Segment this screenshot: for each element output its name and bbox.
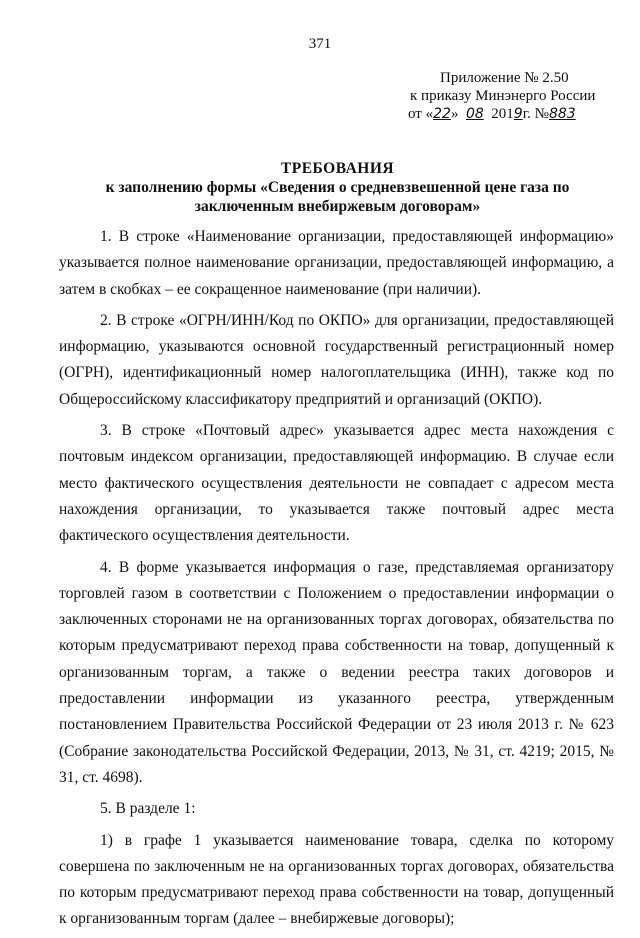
annex-title: Приложение № 2.50 xyxy=(440,70,569,86)
title-heading: ТРЕБОВАНИЯ xyxy=(280,160,395,177)
document-body xyxy=(59,224,614,938)
order-prefix: г. № xyxy=(522,106,549,122)
annex-order-ref: к приказу Минэнерго России xyxy=(410,88,596,104)
paragraph-3: 3. В строке «Почтовый адрес» указывается адрес места нахождения с почтовым индексом организации, предоставляющей информацию. В случае если место фактического осуществления деятельности не совпадает с адресом места нахождения организации, то указывается также почтовый адрес места фактического осуществления деятельности. xyxy=(59,422,614,545)
paragraph-1: 1. В строке «Наименование организации, предоставляющей информацию» указывается полное наименование организации, предоставляющей информацию, а затем в скобках – ее сокращенное наименование (при наличии). xyxy=(59,228,614,298)
date-prefix: от « xyxy=(408,106,434,122)
paragraph-2: 2. В строке «ОГРН/ИНН/Код по ОКПО» для организации, предоставляющей информацию, указываются основной государственный регистрационный номер (ОГРН), идентификационный номер налогоплательщика (ИНН), также код по Общероссийскому классификатору предприятий и организаций (ОКПО). xyxy=(59,311,614,408)
handwritten-order-number: 883 xyxy=(548,106,576,122)
document-title xyxy=(60,159,615,216)
handwritten-month: 08 xyxy=(465,106,484,122)
title-subheading: к заполнению формы «Сведения о средневзвешенной цене газа по заключенным внебиржевым договорам» xyxy=(105,179,570,215)
handwritten-year-digit: 9 xyxy=(513,106,523,122)
paragraph-4: 4. В форме указывается информация о газе, представляемая организатору торговлей газом в соответствии с Положением о предоставлении информации о заключенных сторонами не на организованных торгах договорах, обязательства по которым предусматривают переход права собственности на товар, допущенный к организованным торгам, а также о ведении реестра таких договоров и предоставлении информации из указанного реестра, утвержденным постановлением Правительства Российской Федерации от 23 июля 2013 г. № 623 (Собрание законодательства Российской Федерации, 2013, № 31, ст. 4219; 2015, № 31, ст. 4698). xyxy=(59,558,614,786)
annex-block xyxy=(408,69,628,123)
paragraph-6: 1) в графе 1 указывается наименование товара, сделка по которому совершена по заключенным не на организованных торгах договорах, обязательства по которым предусматривают переход права собственности на товар, допущенный к организованным торгам (далее – внебиржевые договоры); xyxy=(59,831,614,928)
annex-date-line xyxy=(408,105,628,123)
handwritten-day: 22 xyxy=(433,106,451,122)
paragraph-5: 5. В разделе 1: xyxy=(100,800,196,818)
date-mid: » xyxy=(450,106,459,122)
year-prefix: 201 xyxy=(491,106,514,122)
page-number: 371 xyxy=(308,36,332,52)
